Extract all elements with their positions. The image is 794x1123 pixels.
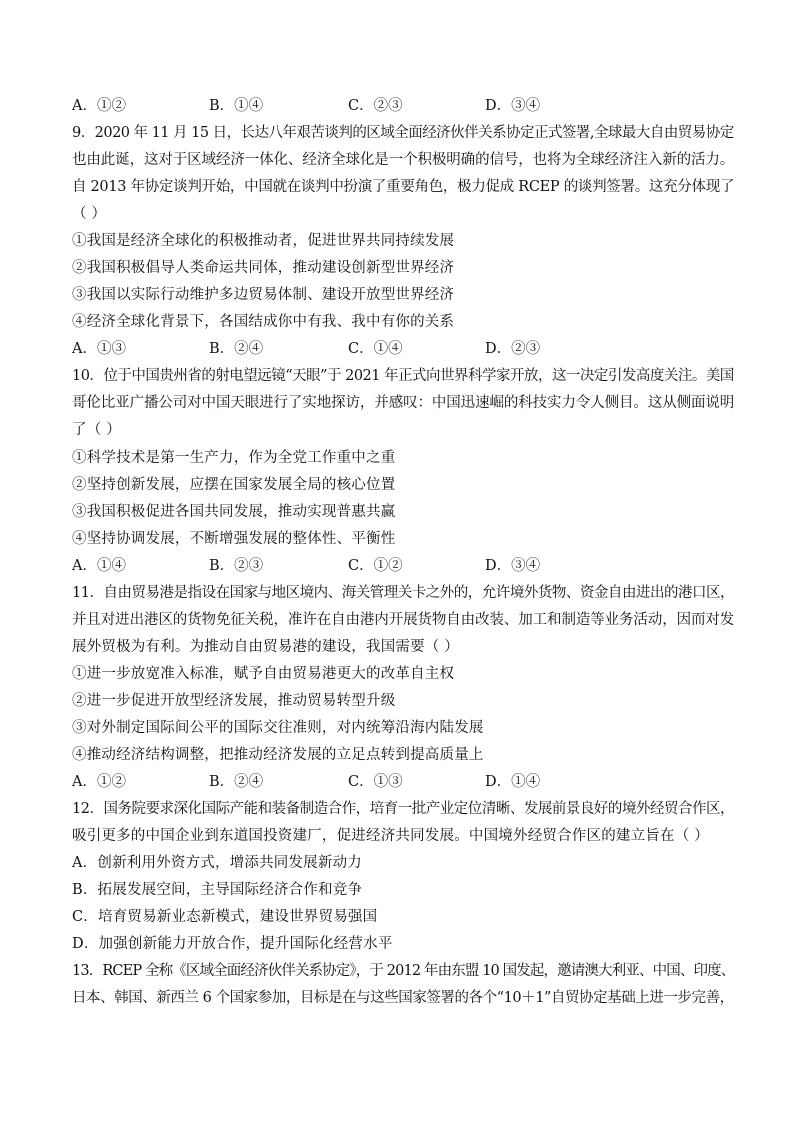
q10-option-b[interactable]: B．②③ [209,558,264,574]
q10-stem-line: 哥伦比亚广播公司对中国天眼进行了实地探访，并感叹：中国迅速崛的科技实力令人侧目。这从侧面说明 [72,395,735,411]
q9-statement: ②我国积极倡导人类命运共同体，推动建设创新型世界经济 [72,260,455,276]
q11-option-d[interactable]: D．①④ [485,774,541,790]
q10-stem-line: 10．位于中国贵州省的射电望远镜“天眼”于 2021 年正式向世界科学家开放，这一决定引发高度关注。美国 [72,368,734,384]
q10-options [72,556,732,576]
q13-stem-line: 13．RCEP 全称《区域全面经济伙伴关系协定》，于 2012 年由东盟 10 国发起，邀请澳大利亚、中国、印度、 [72,963,735,979]
q9-options [72,339,732,359]
q10-option-a[interactable]: A．①④ [72,558,126,574]
q11-stem-line: 11．自由贸易港是指设在国家与地区境内、海关管理关卡之外的，允许境外货物、资金自由进出的港口区， [72,585,735,601]
q8-option-c[interactable]: C．②③ [348,98,403,114]
q11-stem-line: 展外贸极为有利。为推动自由贸易港的建设，我国需要（ ） [72,639,460,655]
q8-option-b[interactable]: B．①④ [209,98,264,114]
q11-statement: ①进一步放宽准入标准，赋予自由贸易港更大的改革自主权 [72,666,455,682]
q11-option-b[interactable]: B．②④ [209,774,264,790]
q9-stem-line: 自 2013 年协定谈判开始，中国就在谈判中扮演了重要角色，极力促成 RCEP 的谈判签署。这充分体现了 [72,179,735,195]
q9-option-c[interactable]: C．①④ [348,341,403,357]
q11-option-c[interactable]: C．①③ [348,774,403,790]
q11-options [72,772,732,792]
q10-stem-line: 了（ ） [72,422,121,438]
q8-options [72,96,732,116]
q12-stem-line: 吸引更多的中国企业到东道国投资建厂，促进经济共同发展。中国境外经贸合作区的建立旨在（ ） [72,828,709,844]
q13-stem-line: 日本、韩国、新西兰 6 个国家参加，目标是在与这些国家签署的各个“10＋1”自贸协定基础上进一步完善， [72,990,734,1006]
q9-stem-line: 也由此诞，这对于区域经济一体化、经济全球化是一个积极明确的信号，也将为全球经济注入新的活力。 [72,152,735,168]
q12-choice-c[interactable]: C．培育贸易新业态新模式，建设世界贸易强国 [72,909,378,925]
q8-option-a[interactable]: A．①② [72,98,126,114]
q11-statement: ③对外制定国际间公平的国际交往准则，对内统筹沿海内陆发展 [72,720,484,736]
q9-option-a[interactable]: A．①③ [72,341,126,357]
q12-choice-a[interactable]: A．创新利用外资方式，增添共同发展新动力 [72,855,362,871]
q10-statement: ①科学技术是第一生产力，作为全党工作重中之重 [72,450,396,466]
q10-option-d[interactable]: D．③④ [485,558,541,574]
q11-option-a[interactable]: A．①② [72,774,126,790]
q9-stem-line: 9．2020 年 11 月 15 日，长达八年艰苦谈判的区域全面经济伙伴关系协定正式签署,全球最大自由贸易协定 [72,125,734,141]
q11-statement: ②进一步促进开放型经济发展，推动贸易转型升级 [72,693,396,709]
q10-option-c[interactable]: C．①② [348,558,403,574]
q9-option-d[interactable]: D．②③ [485,341,541,357]
q11-statement: ④推动经济结构调整，把推动经济发展的立足点转到提高质量上 [72,747,484,763]
q11-stem-line: 并且对进出港区的货物免征关税，准许在自由港内开展货物自由改装、加工和制造等业务活动，因而对发 [72,612,735,628]
q12-choice-d[interactable]: D．加强创新能力开放合作，提升国际化经营水平 [72,936,393,952]
q12-choice-b[interactable]: B．拓展发展空间，主导国际经济合作和竞争 [72,882,363,898]
q12-stem-line: 12．国务院要求深化国际产能和装备制造合作，培育一批产业定位清晰、发展前景良好的境外经贸合作区， [72,801,735,817]
q10-statement: ④坚持协调发展，不断增强发展的整体性、平衡性 [72,531,396,547]
q9-answer-blank: （ ） [72,206,107,222]
q8-option-d[interactable]: D．③④ [485,98,541,114]
q9-statement: ①我国是经济全球化的积极推动者，促进世界共同持续发展 [72,233,455,249]
q10-statement: ②坚持创新发展，应摆在国家发展全局的核心位置 [72,477,396,493]
q10-statement: ③我国积极促进各国共同发展，推动实现普惠共赢 [72,504,396,520]
q9-statement: ④经济全球化背景下，各国结成你中有我、我中有你的关系 [72,314,455,330]
q9-statement: ③我国以实际行动维护多边贸易体制、建设开放型世界经济 [72,287,455,303]
q9-option-b[interactable]: B．②④ [209,341,264,357]
